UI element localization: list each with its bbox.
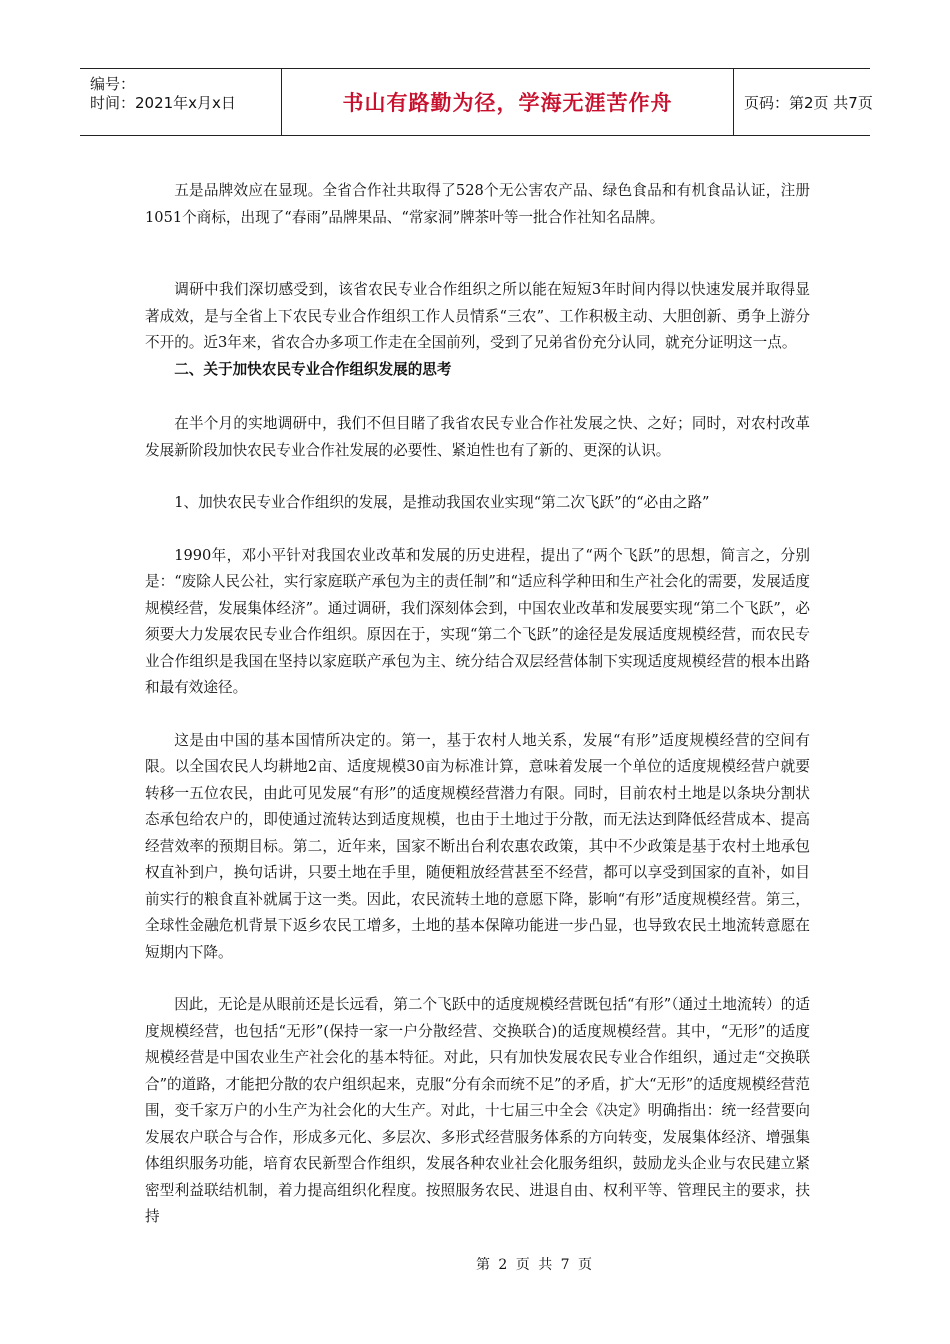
header-meta [80,69,282,135]
number-label: 编号： [90,75,136,93]
page-footer: 第 2 页 共 7 页 [475,1257,595,1273]
document-body [145,178,810,1231]
paragraph-field-research: 在半个月的实地调研中，我们不但目睹了我省农民专业合作社发展之快、之好；同时，对农村改革发展新阶段加快农民专业合作社发展的必要性、紧迫性也有了新的、更深的认识。 [145,415,810,459]
paragraph-national-conditions: 这是由中国的基本国情所决定的。第一，基于农村人地关系，发展“有形”适度规模经营的空间有限。以全国农民人均耕地2亩、适度规模30亩为标准计算，意味着发展一个单位的适度规模经营户就要转移一五位农民，由此可见发展“有形”的适度规模经营潜力有限。同时，目前农村土地是以条块分割状态承包给农户的，即使通过流转达到适度规模，也由于土地过于分散，而无法达到降低经营成本、提高经营效率的预期目标。第二，近年来，国家不断出台利农惠农政策，其中不少政策是基于农村土地承包权直补到户，换句话讲，只要土地在手里，随便粗放经营甚至不经营，都可以享受到国家的直补，如目前实行的粮食直补就属于这一类。因此，农民流转土地的意愿下降，影响“有形”适度规模经营。第三，全球性金融危机背景下返乡农民工增多，土地的基本保障功能进一步凸显，也导致农民土地流转意愿在短期内下降。 [145,731,810,961]
section-heading: 二、关于加快农民专业合作组织发展的思考 [174,360,452,378]
motto: 书山有路勤为径，学海无涯苦作舟 [282,69,734,135]
date-label: 时间：2021年x月x日 [90,94,236,112]
paragraph-research-insight: 调研中我们深切感受到，该省农民专业合作组织之所以能在短短3年时间内得以快速发展并取得显著成效，是与全省上下农民专业合作组织工作人员情系“三农”、工作积极主动、大胆创新、勇争上游分不开的。近3年来，省农合办多项工作走在全国前列，受到了兄弟省份充分认同，就充分证明这一点。 [145,281,810,351]
page-label: 页码：第2页 共7页 [744,93,873,112]
subheading-second-leap: 1、加快农民专业合作组织的发展，是推动我国农业实现“第二次飞跃”的“必由之路” [174,494,710,511]
paragraph-deng-xiaoping: 1990年，邓小平针对我国农业改革和发展的历史进程，提出了“两个飞跃”的思想，简言之，分别是：“废除人民公社，实行家庭联产承包为主的责任制”和“适应科学种田和生产社会化的需要，发展适度规模经营，发展集体经济”。通过调研，我们深刻体会到，中国农业改革和发展要实现“第二个飞跃”，必须要大力发展农民专业合作组织。原因在于，实现“第二个飞跃”的途径是发展适度规模经营，而农民专业合作组织是我国在坚持以家庭联产承包为主、统分结合双层经营体制下实现适度规模经营的根本出路和最有效途径。 [145,546,810,696]
paragraph-scale-operation: 因此，无论是从眼前还是长远看，第二个飞跃中的适度规模经营既包括“有形”（通过土地流转）的适度规模经营，也包括“无形”(保持一家一户分散经营、交换联合)的适度规模经营。其中，“无形”的适度规模经营是中国农业生产社会化的基本特征。对此，只有加快发展农民专业合作组织，通过走“交换联合”的道路，才能把分散的农户组织起来，克服“分有余而统不足”的矛盾，扩大“无形”的适度规模经营范围，变千家万户的小生产为社会化的大生产。对此，十七届三中全会《决定》明确指出：统一经营要向发展农户联合与合作，形成多元化、多层次、多形式经营服务体系的方向转变，发展集体经济、增强集体组织服务功能，培育农民新型合作组织，发展各种农业社会化服务组织，鼓励龙头企业与农民建立紧密型利益联结机制，着力提高组织化程度。按照服务农民、进退自由、权利平等、管理民主的要求，扶持 [145,996,810,1225]
paragraph-brand-effect: 五是品牌效应在显现。全省合作社共取得了528个无公害农产品、绿色食品和有机食品认证，注册1051个商标，出现了“春雨”品牌果品、“常家洞”牌茶叶等一批合作社知名品牌。 [145,182,810,226]
header-table [80,68,873,136]
